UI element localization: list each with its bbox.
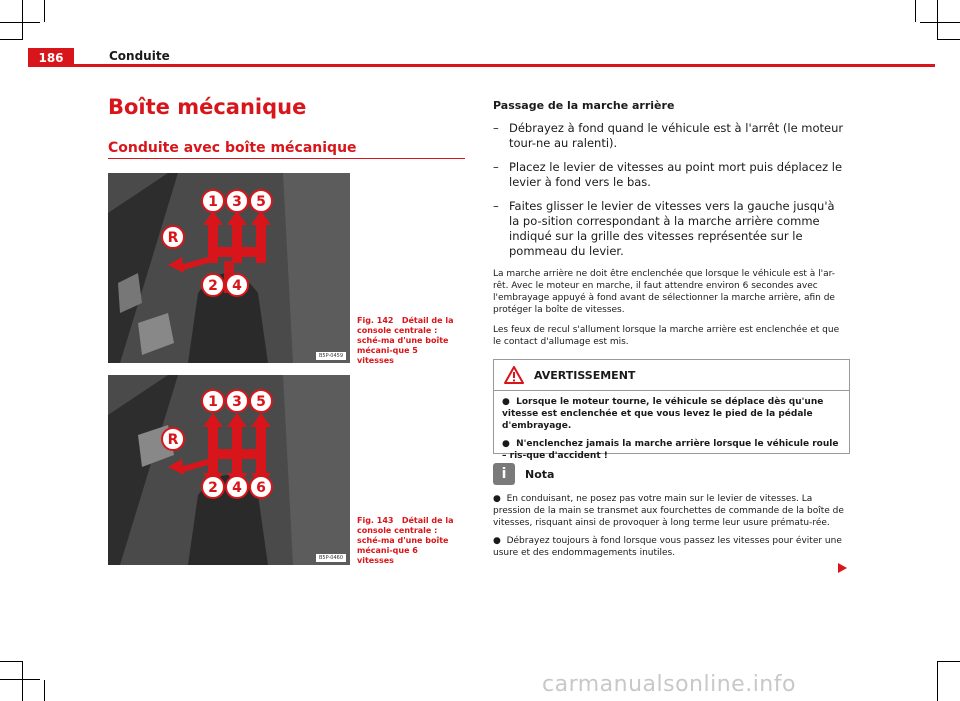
crop-mark — [44, 0, 45, 22]
crop-mark — [938, 39, 960, 40]
gear-diagram-5-speed — [108, 173, 350, 363]
warning-item — [502, 396, 841, 432]
crop-mark — [22, 0, 23, 40]
crop-mark — [0, 39, 22, 40]
figure-6-speed — [108, 375, 350, 565]
body-paragraph: Les feux de recul s'allument lorsque la marche arrière est enclenchée et que le contact d'allumage est mis. — [493, 325, 840, 347]
gear-label: 3 — [232, 394, 242, 410]
section-heading: Passage de la marche arrière — [493, 99, 675, 112]
crop-mark — [0, 679, 40, 680]
warning-box — [493, 359, 850, 461]
figure-5-speed — [108, 173, 350, 363]
step-dash: – — [493, 160, 499, 174]
note-title: Nota — [525, 467, 555, 481]
gear-label: 2 — [208, 278, 218, 294]
gear-label: 4 — [232, 480, 242, 496]
figure-label: Fig. 143 — [357, 516, 394, 525]
gear-label: 5 — [256, 194, 266, 210]
note-text: En conduisant, ne posez pas votre main sur le levier de vitesses. La pression de la main se transmet aux fourchettes de commande de la boîte de vitesses, risquant ainsi de provoquer à long terme leur usure prématu-rée. — [493, 494, 844, 528]
gear-label: 1 — [208, 394, 218, 410]
figure-caption — [357, 516, 457, 566]
figure-label: Fig. 142 — [357, 316, 394, 325]
warning-title: AVERTISSEMENT — [534, 368, 636, 382]
crop-mark — [938, 661, 960, 662]
step-dash: – — [493, 199, 499, 213]
warning-item — [502, 438, 841, 462]
crop-mark — [0, 661, 22, 662]
bullet-icon: ● — [502, 439, 510, 449]
warning-text: Lorsque le moteur tourne, le véhicule se déplace dès qu'une vitesse est enclenchée et que vous levez le pied de la pédale d'embrayage. — [502, 397, 824, 431]
note-item — [493, 493, 848, 529]
note-section — [493, 463, 848, 565]
info-icon: i — [493, 463, 515, 485]
page-title: Boîte mécanique — [108, 95, 307, 119]
crop-mark — [915, 0, 916, 22]
warning-text: N'enclenchez jamais la marche arrière lorsque le véhicule roule – ris-que d'accident ! — [502, 439, 839, 461]
step-text: Débrayez à fond quand le véhicule est à l'arrêt (le moteur tour-ne au ralenti). — [509, 121, 844, 150]
note-item — [493, 535, 848, 559]
crop-mark — [920, 22, 960, 23]
crop-mark — [937, 0, 938, 40]
crop-mark — [937, 661, 938, 701]
gear-label: 3 — [232, 194, 242, 210]
figure-caption-text: Détail de la console centrale : sché-ma d'une boîte mécani-que 6 vitesses — [357, 516, 454, 565]
figure-caption — [357, 316, 457, 366]
bullet-icon: ● — [502, 397, 510, 407]
warning-triangle-icon — [504, 366, 524, 384]
step-text: Placez le levier de vitesses au point mort puis déplacez le levier à fond vers le bas. — [509, 160, 843, 189]
crop-mark — [44, 680, 45, 701]
warning-body — [494, 391, 849, 462]
gear-label: 4 — [232, 278, 242, 294]
gear-label: 2 — [208, 480, 218, 496]
gear-label: 1 — [208, 194, 218, 210]
gear-label: 6 — [256, 480, 266, 496]
bullet-icon: ● — [493, 494, 501, 504]
warning-header — [494, 360, 849, 391]
gear-label: R — [167, 230, 179, 246]
note-header — [493, 463, 848, 485]
gear-label: 5 — [256, 394, 266, 410]
figure-ref-code: B5P-0460 — [316, 554, 346, 562]
continue-arrow-icon — [838, 563, 847, 573]
gear-label: R — [167, 432, 179, 448]
figure-ref-code: B5P-0459 — [316, 352, 346, 360]
gear-diagram-6-speed — [108, 375, 350, 565]
figure-caption-text: Détail de la console centrale : sché-ma d'une boîte mécani-que 5 vitesses — [357, 316, 454, 365]
step-item — [493, 199, 848, 259]
subtitle-rule — [108, 158, 465, 159]
step-text: Faites glisser le levier de vitesses vers la gauche jusqu'à la po-sition correspondant à la marche arrière comme indiqué sur la grille des vitesses représentée sur le pommeau du levier. — [509, 199, 835, 258]
step-dash: – — [493, 121, 499, 135]
crop-mark — [22, 661, 23, 701]
section-title: Conduite — [109, 49, 170, 63]
watermark: carmanualsonline.info — [542, 672, 796, 697]
reverse-gear-section — [493, 99, 848, 356]
step-item — [493, 121, 848, 151]
note-text: Débrayez toujours à fond lorsque vous passez les vitesses pour éviter une usure et des endommagements inutiles. — [493, 536, 842, 558]
page-subtitle: Conduite avec boîte mécanique — [108, 140, 357, 156]
header-rule — [28, 64, 935, 67]
crop-mark — [0, 22, 40, 23]
body-paragraph: La marche arrière ne doit être enclenchée que lorsque le véhicule est à l'ar-rêt. Avec le moteur en marche, il faut attendre environ 6 secondes avec l'embrayage appuyé à fond avant de sélectionner la marche arrière, afin de protéger la boîte de vitesses. — [493, 269, 836, 315]
step-item — [493, 160, 848, 190]
page-number: 186 — [28, 48, 74, 67]
bullet-icon: ● — [493, 536, 501, 546]
